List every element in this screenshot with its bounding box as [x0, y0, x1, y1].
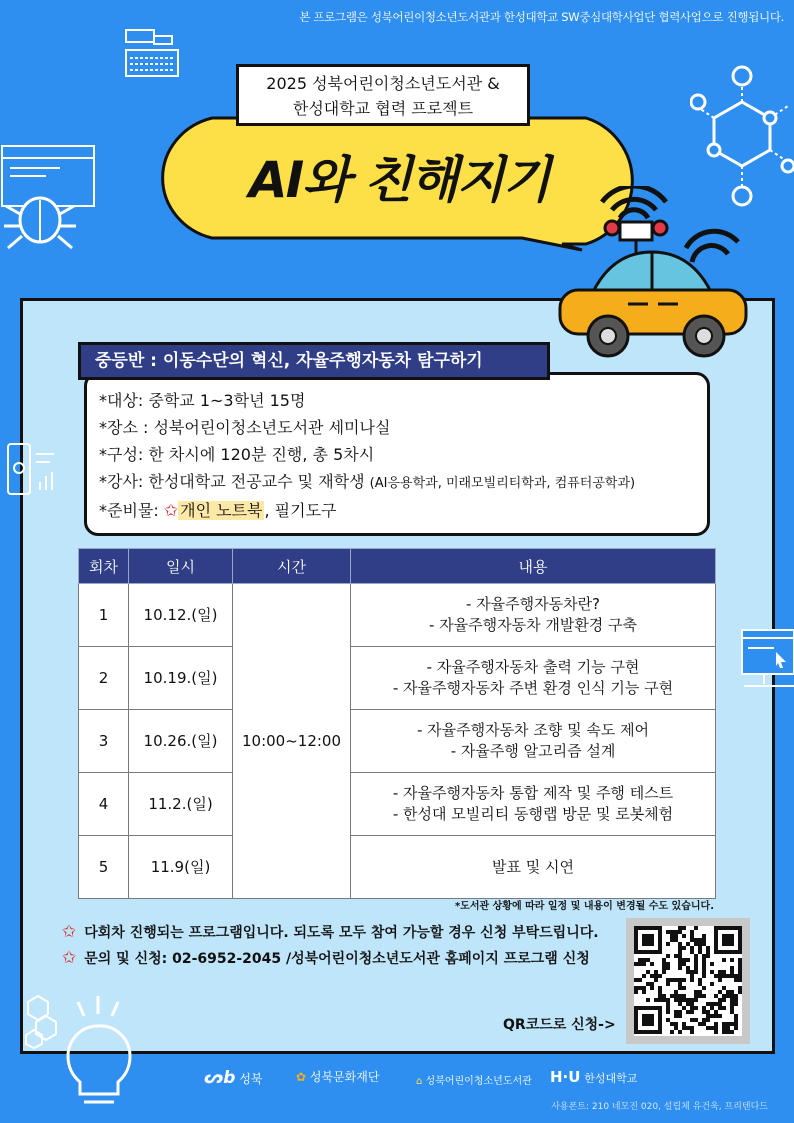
subtitle-line2: 한성대학교 협력 프로젝트 [292, 99, 474, 118]
info-place: *장소 : 성북어린이청소년도서관 세미나실 [99, 418, 391, 437]
notice-contact [62, 948, 590, 968]
notice-text: 문의 및 신청: 02-6952-2045 /성북어린이청소년도서관 홈페이지 프로그램 신청 [84, 951, 590, 967]
qr-label: QR코드로 신청-> [503, 1017, 616, 1033]
header-date: 일시 [129, 549, 233, 584]
library-logo-text: 성북어린이청소년도서관 [425, 1076, 532, 1087]
course-title: 중등반 : 이동수단의 혁신, 자율주행자동차 탐구하기 [78, 342, 550, 380]
seongbuk-logo: ᔕb 성북 [204, 1068, 263, 1088]
table-row [79, 773, 716, 836]
row-session: 4 [79, 773, 129, 836]
monitor-icon [738, 626, 794, 692]
bug-code-icon [0, 144, 98, 252]
info-supplies-rest: , 필기도구 [264, 501, 337, 520]
star-icon: ✩ [62, 922, 77, 942]
row-content-line2: - 자율주행자동차 개발환경 구축 [428, 616, 638, 634]
table-row [79, 584, 716, 647]
row-date: 10.12.(일) [129, 584, 233, 647]
main-title: AI와 친해지기 [248, 151, 550, 209]
row-content-line2: - 자율주행 알고리즘 설계 [450, 742, 616, 760]
row-date: 11.9(일) [129, 836, 233, 899]
row-session: 1 [79, 584, 129, 647]
row-content [351, 773, 716, 836]
row-time: 10:00~12:00 [233, 584, 351, 899]
top-note: 본 프로그램은 성북어린이청소년도서관과 한성대학교 SW중심대학사업단 협력사업으로 진행됩니다. [299, 10, 784, 24]
info-structure: *구성: 한 차시에 120분 진행, 총 5차시 [99, 445, 375, 464]
header-content: 내용 [351, 549, 716, 584]
row-session: 5 [79, 836, 129, 899]
foundation-logo-text: 성북문화재단 [309, 1070, 380, 1084]
header-time: 시간 [233, 549, 351, 584]
seongbuk-logo-text: 성북 [239, 1072, 263, 1086]
row-content-line1: 발표 및 시연 [492, 857, 574, 876]
row-date: 10.19.(일) [129, 647, 233, 710]
info-supplies-label: *준비물: [99, 501, 164, 520]
row-session: 3 [79, 710, 129, 773]
info-instructor: *강사: 한성대학교 전공교수 및 재학생 [99, 472, 365, 491]
row-content-line1: - 자율주행자동차란? [465, 595, 601, 613]
table-row [79, 710, 716, 773]
info-instructor-line [99, 468, 707, 497]
info-target: *대상: 중학교 1~3학년 15명 [99, 391, 306, 410]
header-session: 회차 [79, 549, 129, 584]
row-content-line1: - 자율주행자동차 조향 및 속도 제어 [416, 721, 650, 739]
row-date: 11.2.(일) [129, 773, 233, 836]
subtitle-line1: 2025 성북어린이청소년도서관 & [266, 74, 500, 93]
qr-code[interactable] [626, 918, 750, 1044]
library-logo: ⌂ 성북어린이청소년도서관 [416, 1076, 532, 1087]
row-date: 10.26.(일) [129, 710, 233, 773]
info-box [84, 372, 710, 536]
autonomous-car-icon [552, 186, 752, 362]
keyboard-icon [124, 28, 180, 78]
star-icon: ✩ [163, 501, 179, 521]
schedule-table [78, 548, 716, 899]
table-header-row [79, 549, 716, 584]
row-content-line1: - 자율주행자동차 출력 기능 구현 [426, 658, 640, 676]
row-content-line2: - 자율주행자동차 주변 환경 인식 기능 구현 [392, 679, 674, 697]
info-instructor-depts: (AI응용학과, 미래모빌리티학과, 컴퓨터공학과) [369, 476, 636, 491]
row-content [351, 647, 716, 710]
hansung-logo-text: 한성대학교 [584, 1072, 638, 1085]
qr-code-icon [634, 926, 742, 1036]
star-icon: ✩ [62, 948, 77, 968]
info-supplies-highlight: 개인 노트북 [180, 501, 263, 520]
row-content [351, 710, 716, 773]
table-row [79, 647, 716, 710]
row-content-line2: - 한성대 모빌리티 동행랩 방문 및 로봇체험 [392, 805, 674, 823]
row-content [351, 584, 716, 647]
notice-text: 다회차 진행되는 프로그램입니다. 되도록 모두 참여 가능할 경우 신청 부탁드립니다. [84, 925, 599, 941]
info-supplies-line [99, 497, 707, 525]
foundation-logo: ✿ 성북문화재단 [296, 1070, 380, 1084]
hansung-logo: H·U 한성대학교 [550, 1068, 638, 1086]
notice-multi-session [62, 922, 599, 942]
row-content-line1: - 자율주행자동차 통합 제작 및 주행 테스트 [392, 784, 674, 802]
row-content [351, 836, 716, 899]
table-note: *도서관 상황에 따라 일정 및 내용이 변경될 수도 있습니다. [454, 901, 714, 912]
table-row [79, 836, 716, 899]
phone-icon [6, 442, 58, 498]
logo-bar [0, 1066, 794, 1092]
row-session: 2 [79, 647, 129, 710]
subtitle-box [236, 64, 530, 126]
font-note: 사용폰트: 210 네모진 020, 설립체 유건욱, 프리텐다드 [551, 1102, 768, 1112]
